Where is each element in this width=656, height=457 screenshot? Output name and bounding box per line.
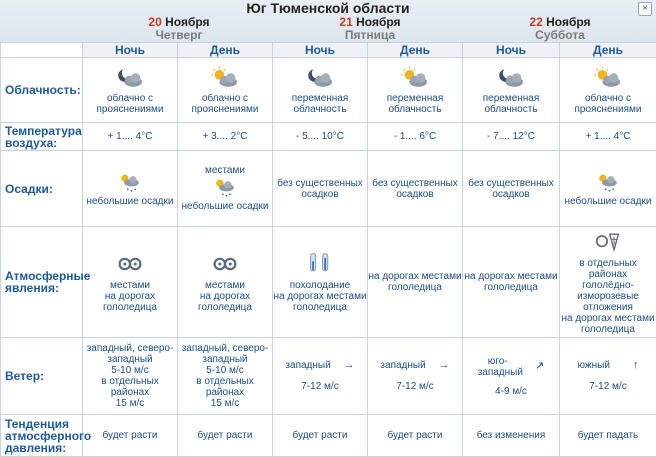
period-night: Ночь xyxy=(463,43,560,58)
period-day: День xyxy=(178,43,273,58)
cloudiness-text: переменная облачность xyxy=(483,93,540,115)
phenomena-cell xyxy=(273,227,368,338)
corner-cell xyxy=(1,43,83,58)
rain-icon xyxy=(210,176,240,198)
wind-speed: 4-9 м/с xyxy=(463,386,559,397)
phenomena-cell xyxy=(83,227,178,338)
day-header-1 xyxy=(84,16,274,42)
cloudiness-cell xyxy=(463,58,560,123)
thermometer-icon xyxy=(307,251,333,277)
row-label-phenomena: Атмосферные явления: xyxy=(1,227,83,338)
precipitation-cell xyxy=(178,151,273,227)
cloudiness-text: облачно с прояснениями xyxy=(96,93,163,115)
moon-cloud-icon xyxy=(495,66,527,90)
wind-speed: 7-12 м/с xyxy=(560,381,656,392)
sun-cloud-icon xyxy=(399,66,431,90)
wind-speed: 15 м/с xyxy=(83,398,177,409)
cloudiness-text: переменная облачность xyxy=(387,93,444,115)
phenomena-text: в отдельных районах xyxy=(560,258,656,280)
precipitation-text: небольшие осадки xyxy=(565,196,652,207)
temperature-value: + 3.... 2°C xyxy=(178,123,273,151)
precipitation-text: без существенных осадков xyxy=(372,178,458,200)
day-number: 22 xyxy=(529,15,542,29)
day-weekday: Суббота xyxy=(465,29,655,42)
wind-cell xyxy=(560,338,656,415)
phenomena-text: местами xyxy=(178,280,272,291)
phenomena-cell xyxy=(560,227,656,338)
phenomena-cell xyxy=(368,227,463,338)
wind-arrow-icon: ↗ xyxy=(535,361,544,372)
pressure-value: будет расти xyxy=(368,415,463,457)
precipitation-text: небольшие осадки xyxy=(182,201,269,212)
precipitation-qualifier: местами xyxy=(178,165,272,176)
row-label-precipitation: Осадки: xyxy=(1,151,83,227)
row-label-temperature: Температура воздуха: xyxy=(1,123,83,151)
wind-direction: южный xyxy=(578,360,610,371)
wind-note: в отдельных районах xyxy=(178,376,272,398)
phenomena-cell xyxy=(178,227,273,338)
cloudiness-cell xyxy=(178,58,273,123)
forecast-header xyxy=(0,0,656,43)
wind-speed: 5-10 м/с xyxy=(178,365,272,376)
temperature-value: - 1.... 6°C xyxy=(368,123,463,151)
wind-arrow-icon: ↑ xyxy=(633,360,639,371)
precipitation-cell xyxy=(463,151,560,227)
cloudiness-text: облачно с прояснениями xyxy=(191,93,258,115)
row-label-cloudiness: Облачность: xyxy=(1,58,83,123)
wind-speed: 7-12 м/с xyxy=(273,381,367,392)
pressure-value: будет расти xyxy=(178,415,273,457)
phenomena-text: на дорогах местами гололедица xyxy=(560,313,656,335)
wind-arrow-icon: → xyxy=(439,360,450,371)
day-number: 20 xyxy=(148,15,161,29)
wind-direction: западный xyxy=(285,360,330,371)
cloudiness-text: облачно с прояснениями xyxy=(574,93,641,115)
phenomena-text: местами xyxy=(83,280,177,291)
cloudiness-cell xyxy=(273,58,368,123)
wind-cell xyxy=(178,338,273,415)
precipitation-cell xyxy=(273,151,368,227)
pressure-value: будет расти xyxy=(273,415,368,457)
precipitation-cell xyxy=(560,151,656,227)
wind-direction: западный xyxy=(380,360,425,371)
wind-direction: западный, северо-западный xyxy=(83,343,177,365)
period-night: Ночь xyxy=(273,43,368,58)
pressure-value: без изменения xyxy=(463,415,560,457)
moon-cloud-icon xyxy=(304,66,336,90)
phenomena-text: на дорогах местами гололедица xyxy=(273,291,367,313)
hoarfrost-icon xyxy=(595,229,621,255)
pressure-value: будет падать xyxy=(560,415,656,457)
wind-direction: юго-западный xyxy=(478,356,518,378)
wind-speed: 5-10 м/с xyxy=(83,365,177,376)
phenomena-text: на дорогах местами гололедица xyxy=(368,271,462,293)
wind-cell xyxy=(463,338,560,415)
temperature-row xyxy=(1,123,656,151)
ice-icon xyxy=(212,251,238,277)
row-label-pressure: Тенденция атмосферного давления: xyxy=(1,415,83,457)
wind-speed: 7-12 м/с xyxy=(368,381,462,392)
temperature-value: - 5.... 10°C xyxy=(273,123,368,151)
day-number: 21 xyxy=(339,15,352,29)
cloudiness-cell xyxy=(560,58,656,123)
day-month: Ноября xyxy=(356,15,400,29)
wind-speed: 15 м/с xyxy=(178,398,272,409)
wind-cell xyxy=(83,338,178,415)
day-header-2 xyxy=(275,16,465,42)
row-label-wind: Ветер: xyxy=(1,338,83,415)
wind-cell xyxy=(368,338,463,415)
rain-icon xyxy=(115,171,145,193)
wind-row xyxy=(1,338,656,415)
phenomena-row xyxy=(1,227,656,338)
forecast-table xyxy=(0,42,656,457)
wind-arrow-icon: → xyxy=(344,360,355,371)
close-button[interactable]: × xyxy=(638,2,652,16)
phenomena-text: на дорогах гололедица xyxy=(83,291,177,313)
temperature-value: + 1.... 4°C xyxy=(560,123,656,151)
day-header-3 xyxy=(465,16,655,42)
phenomena-text: похолодание xyxy=(273,280,367,291)
precipitation-text: небольшие осадки xyxy=(87,196,174,207)
wind-direction: западный, северо-западный xyxy=(178,343,272,365)
period-header-row xyxy=(1,43,656,58)
region-title: Юг Тюменской области xyxy=(0,0,656,16)
period-night: Ночь xyxy=(83,43,178,58)
day-month: Ноября xyxy=(165,15,209,29)
cloudiness-row xyxy=(1,58,656,123)
cloudiness-cell xyxy=(83,58,178,123)
precipitation-cell xyxy=(368,151,463,227)
period-day: День xyxy=(560,43,656,58)
period-day: День xyxy=(368,43,463,58)
precipitation-text: без существенных осадков xyxy=(277,178,363,200)
wind-note: в отдельных районах xyxy=(83,376,177,398)
temperature-value: - 7.... 12°C xyxy=(463,123,560,151)
precipitation-cell xyxy=(83,151,178,227)
temperature-value: + 1.... 4°C xyxy=(83,123,178,151)
sun-cloud-icon xyxy=(592,66,624,90)
phenomena-text: на дорогах гололедица xyxy=(178,291,272,313)
precipitation-text: без существенных осадков xyxy=(468,178,554,200)
wind-cell xyxy=(273,338,368,415)
day-weekday: Пятница xyxy=(275,29,465,42)
day-month: Ноября xyxy=(546,15,590,29)
ice-icon xyxy=(117,251,143,277)
phenomena-cell xyxy=(463,227,560,338)
pressure-row xyxy=(1,415,656,457)
rain-icon xyxy=(593,171,623,193)
pressure-value: будет расти xyxy=(83,415,178,457)
sun-cloud-icon xyxy=(209,66,241,90)
moon-cloud-icon xyxy=(114,66,146,90)
phenomena-text: гололёдно-изморозевые отложения xyxy=(560,280,656,313)
cloudiness-text: переменная облачность xyxy=(292,93,349,115)
day-weekday: Четверг xyxy=(84,29,274,42)
precipitation-row xyxy=(1,151,656,227)
cloudiness-cell xyxy=(368,58,463,123)
phenomena-text: на дорогах местами гололедица xyxy=(463,271,559,293)
